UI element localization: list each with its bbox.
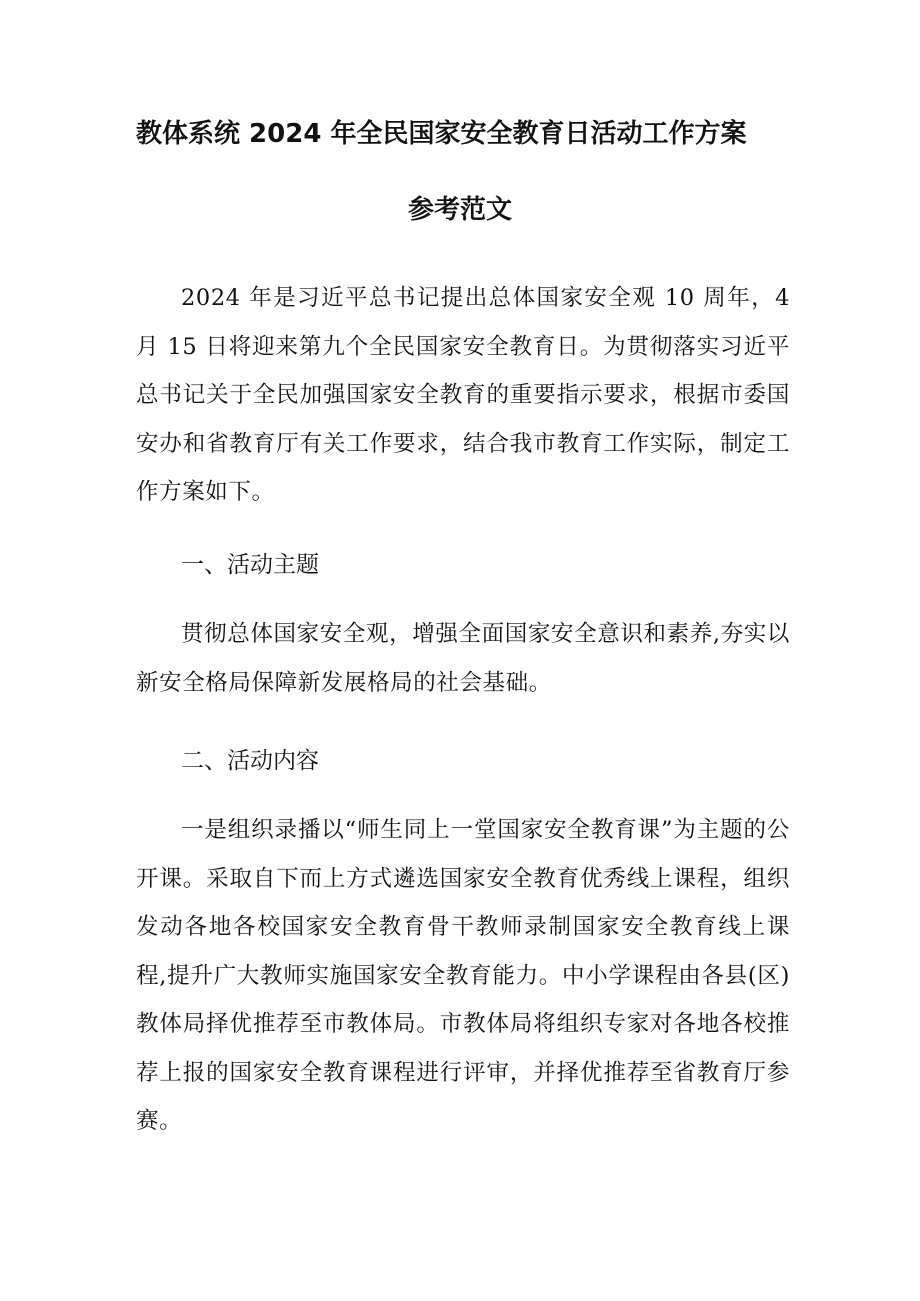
section-body-content: 一是组织录播以“师生同上一堂国家安全教育课”为主题的公开课。采取自下而上方式遴选国家安全教育优秀线上课程，组织发动各地各校国家安全教育骨干教师录制国家安全教育线上课程,提升广大教师实施国家安全教育能力。中小学课程由各县(区)教体局择优推荐至市教体局。市教体局将组织专家对各地各校推荐上报的国家安全教育课程进行评审，并择优推荐至省教育厅参赛。 [136,817,790,1134]
document-title: 教体系统 2024 年全民国家安全教育日活动工作方案 [136,119,747,149]
section-heading-theme: 一、活动主题 [181,552,319,578]
document-subtitle: 参考范文 [407,195,512,225]
section-body-theme: 贯彻总体国家安全观，增强全面国家安全意识和素养,夯实以新安全格局保障新发展格局的社会基础。 [136,621,790,696]
section-heading-content: 二、活动内容 [181,748,319,774]
intro-paragraph: 2024 年是习近平总书记提出总体国家安全观 10 周年，4 月 15 日将迎来第九个全民国家安全教育日。为贯彻落实习近平总书记关于全民加强国家安全教育的重要指示要求，根据市委国安办和省教育厅有关工作要求，结合我市教育工作实际，制定工作方案如下。 [136,285,790,505]
